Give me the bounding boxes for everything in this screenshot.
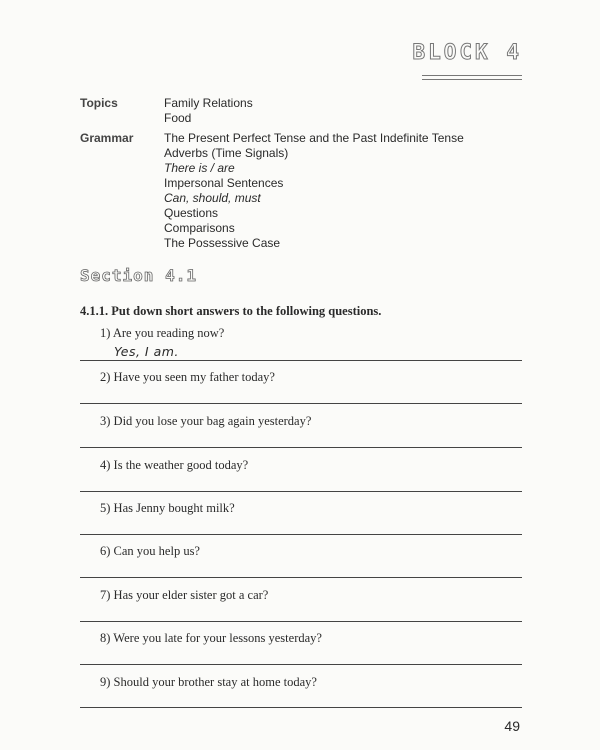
grammar-item: Comparisons [164,221,235,235]
question-text: 1) Are you reading now? [100,326,225,340]
grammar-item: The Present Perfect Tense and the Past Indefinite Tense [164,131,464,145]
answer-line[interactable] [80,534,522,535]
answer-line[interactable] [80,621,522,622]
exercise-instruction: 4.1.1. Put down short answers to the following questions. [80,304,382,318]
question-text: 2) Have you seen my father today? [100,370,275,384]
page-number: 49 [504,718,520,734]
grammar-item: Can, should, must [164,191,261,205]
grammar-item: Adverbs (Time Signals) [164,146,289,160]
topic-item: Family Relations [164,96,253,110]
question-text: 8) Were you late for your lessons yesterday? [100,631,322,645]
grammar-item: There is / are [164,161,235,175]
answer-line[interactable] [80,403,522,404]
grammar-item: Questions [164,206,219,220]
block-title-rule [422,75,522,80]
question-text: 6) Can you help us? [100,544,200,558]
question-text: 9) Should your brother stay at home today? [100,675,317,689]
answer-line[interactable] [80,447,522,448]
grammar-item: Impersonal Sentences [164,176,284,190]
answer-line[interactable] [80,664,522,665]
answer-line[interactable] [80,577,522,578]
answer-line[interactable] [80,360,522,361]
question-text: 5) Has Jenny bought milk? [100,501,235,515]
answer-line[interactable] [80,707,522,708]
grammar-label: Grammar [80,131,134,145]
topic-item: Food [164,111,192,125]
question-text: 4) Is the weather good today? [100,458,249,472]
answer-line[interactable] [80,491,522,492]
question-text: 3) Did you lose your bag again yesterday? [100,414,312,428]
block-title: BLOCK 4 [412,40,522,64]
section-title: Section 4.1 [80,266,197,285]
answer-handwritten[interactable]: Yes, I am. [114,344,179,359]
topics-label: Topics [80,96,118,110]
grammar-item: The Possessive Case [164,236,281,250]
question-text: 7) Has your elder sister got a car? [100,588,269,602]
